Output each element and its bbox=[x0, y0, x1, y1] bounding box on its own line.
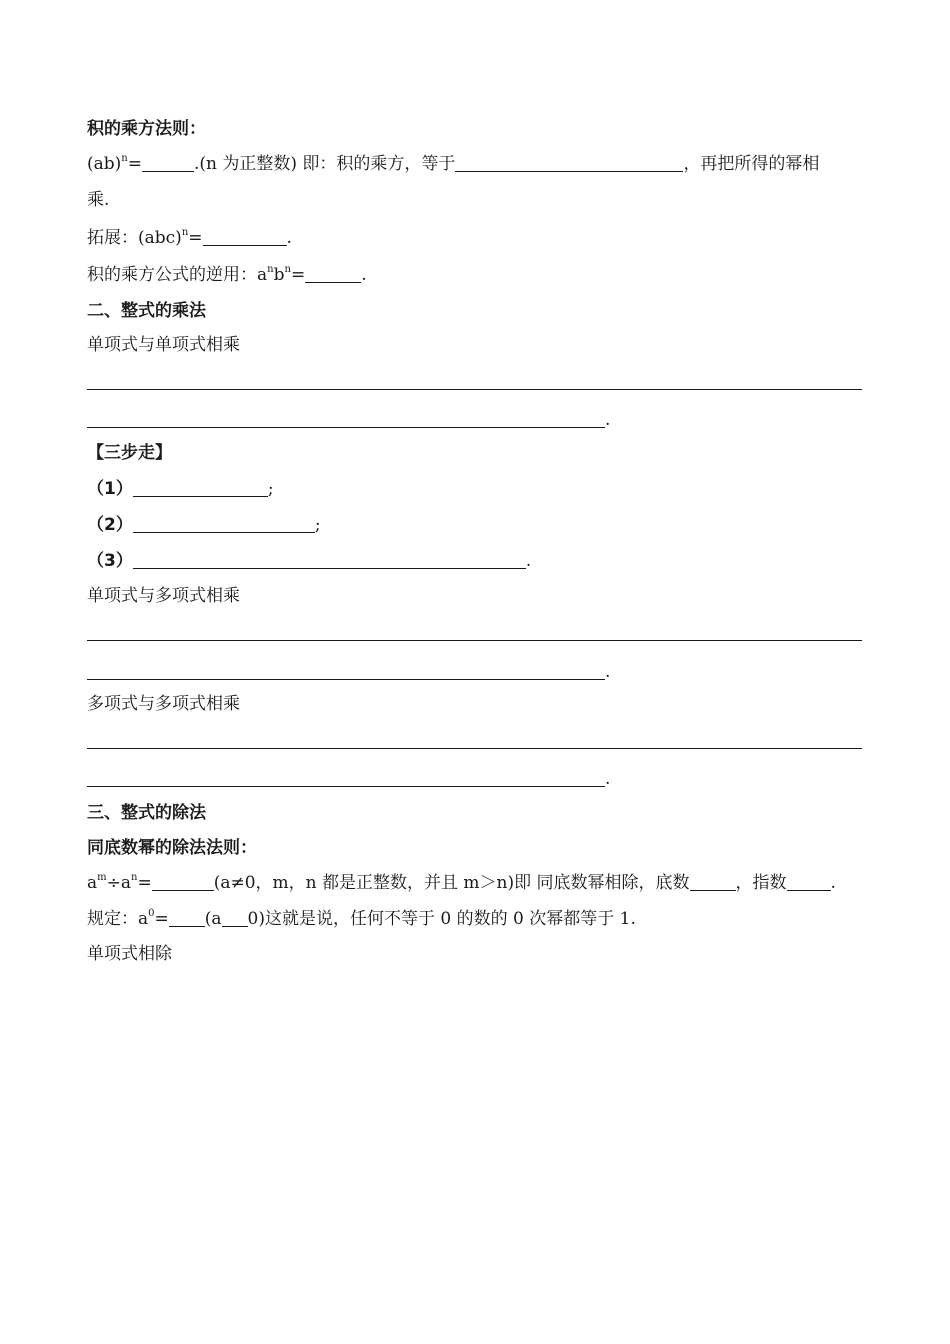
mono-poly-label: 单项式与多项式相乘 bbox=[87, 586, 240, 606]
step-1: （1） ; bbox=[87, 479, 274, 499]
blank-field[interactable] bbox=[87, 662, 605, 680]
answer-line-short: . bbox=[87, 409, 610, 431]
blank-field[interactable] bbox=[142, 154, 194, 172]
step-3: （3） . bbox=[87, 551, 532, 571]
extension-formula: 拓展：(abc)$^n$= . bbox=[87, 227, 292, 248]
zero-exponent-rule: 规定：$a^0= (a$ 0)这就是说，任何不等于 0 的数的 0 次幂都等于 1. bbox=[87, 908, 636, 929]
answer-line[interactable] bbox=[87, 389, 862, 390]
blank-field[interactable] bbox=[133, 551, 526, 569]
reverse-formula: 积的乘方公式的逆用：$a^nb^n=$ . bbox=[87, 264, 367, 285]
three-steps-heading: 【三步走】 bbox=[87, 443, 172, 463]
mono-div-label: 单项式相除 bbox=[87, 944, 172, 964]
blank-field[interactable] bbox=[787, 873, 831, 891]
division-formula: $a^m\div a^n= (a\ne 0$，m，n 都是正整数，并且 m＞n)即 同底数幂相除，底数 ，指数 . bbox=[87, 872, 836, 893]
division-rule-heading: 同底数幂的除法法则： bbox=[87, 838, 257, 858]
section2-heading: 二、整式的乘法 bbox=[87, 301, 206, 321]
blank-field[interactable] bbox=[222, 909, 248, 927]
step-2: （2） ; bbox=[87, 515, 321, 535]
answer-line[interactable] bbox=[87, 640, 862, 641]
poly-poly-label: 多项式与多项式相乘 bbox=[87, 694, 240, 714]
product-rule-formula: (ab)$^n$= .(n 为正整数) 即：积的乘方，等于 ，再把所得的幂相 bbox=[87, 153, 820, 174]
blank-field[interactable] bbox=[169, 909, 205, 927]
product-rule-heading: 积的乘方法则： bbox=[87, 119, 206, 139]
blank-field[interactable] bbox=[203, 228, 287, 246]
blank-field[interactable] bbox=[305, 265, 361, 283]
answer-line[interactable] bbox=[87, 748, 862, 749]
mono-mono-label: 单项式与单项式相乘 bbox=[87, 335, 240, 355]
blank-field[interactable] bbox=[87, 769, 605, 787]
blank-field[interactable] bbox=[133, 479, 268, 497]
blank-field[interactable] bbox=[690, 873, 736, 891]
blank-field[interactable] bbox=[133, 515, 315, 533]
blank-field[interactable] bbox=[152, 873, 214, 891]
blank-field[interactable] bbox=[87, 410, 605, 428]
section3-heading: 三、整式的除法 bbox=[87, 803, 206, 823]
answer-line-short: . bbox=[87, 661, 610, 683]
product-rule-line2: 乘. bbox=[87, 190, 110, 210]
answer-line-short: . bbox=[87, 768, 610, 790]
blank-field[interactable] bbox=[455, 154, 683, 172]
